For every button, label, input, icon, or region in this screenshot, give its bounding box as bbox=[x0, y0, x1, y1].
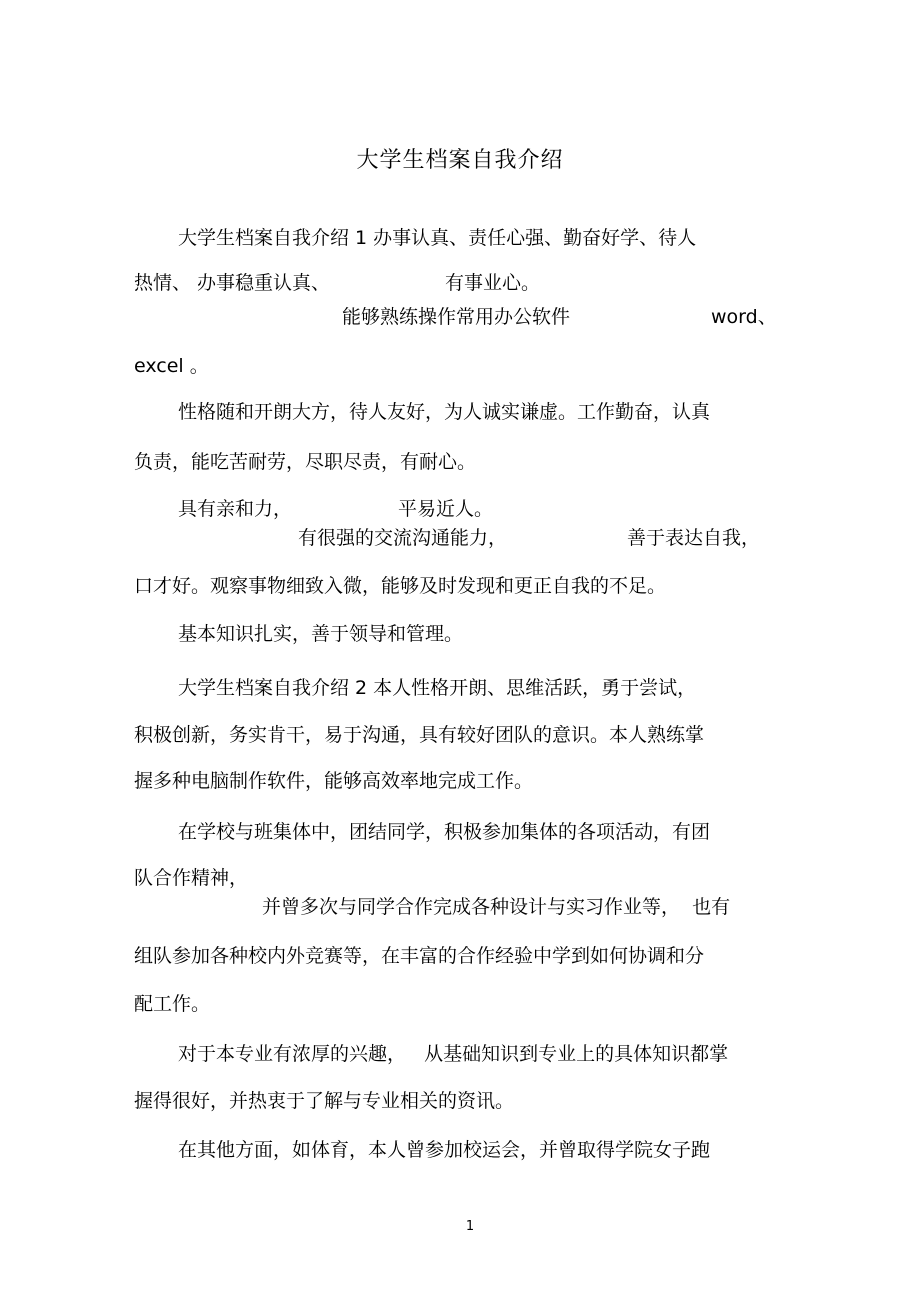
text-line: 口才好。观察事物细致入微，能够及时发现和更正自我的不足。 bbox=[134, 575, 667, 597]
text-line: 平易近人。 bbox=[398, 498, 494, 520]
text-line: 具有亲和力， bbox=[178, 498, 293, 520]
text-line: 组队参加各种校内外竞赛等，在丰富的合作经验中学到如何协调和分 bbox=[134, 945, 705, 967]
text-line: 基本知识扎实，善于领导和管理。 bbox=[178, 623, 464, 645]
text-line: 有很强的交流沟通能力， bbox=[298, 527, 508, 549]
text-line: 配工作。 bbox=[134, 993, 211, 1015]
text-line: 握多种电脑制作软件，能够高效率地完成工作。 bbox=[134, 770, 534, 792]
text-line: 负责，能吃苦耐劳，尽职尽责，有耐心。 bbox=[134, 451, 477, 473]
text-line: 并曾多次与同学合作完成各种设计与实习作业等， 也有 bbox=[262, 896, 731, 918]
text-line: 队合作精神， bbox=[134, 867, 249, 889]
text-line: 对于本专业有浓厚的兴趣， 从基础知识到专业上的具体知识都掌 bbox=[178, 1043, 729, 1065]
text-line: 能够熟练操作常用办公软件 bbox=[342, 306, 571, 328]
text-line: excel 。 bbox=[134, 355, 209, 377]
text-line: word、 bbox=[711, 306, 777, 328]
text-line: 性格随和开朗大方，待人友好，为人诚实谦虚。工作勤奋，认真 bbox=[178, 401, 711, 423]
text-line: 大学生档案自我介绍 2 本人性格开朗、思维活跃，勇于尝试， bbox=[178, 677, 697, 699]
text-line: 在其他方面，如体育，本人曾参加校运会，并曾取得学院女子跑 bbox=[178, 1139, 711, 1161]
text-line: 积极创新，务实肯干，易于沟通，具有较好团队的意识。本人熟练掌 bbox=[134, 724, 705, 746]
text-line: 热情、 办事稳重认真、 bbox=[134, 272, 331, 294]
text-line: 大学生档案自我介绍 1 办事认真、责任心强、勤奋好学、待人 bbox=[178, 227, 697, 249]
text-line: 握得很好，并热衷于了解与专业相关的资讯。 bbox=[134, 1090, 515, 1112]
text-line: 在学校与班集体中，团结同学，积极参加集体的各项活动，有团 bbox=[178, 821, 711, 843]
document-title: 大学生档案自我介绍 bbox=[356, 148, 564, 173]
text-line: 善于表达自我， bbox=[627, 527, 761, 549]
page-number: 1 bbox=[465, 1219, 475, 1234]
text-line: 有事业心。 bbox=[445, 272, 541, 294]
